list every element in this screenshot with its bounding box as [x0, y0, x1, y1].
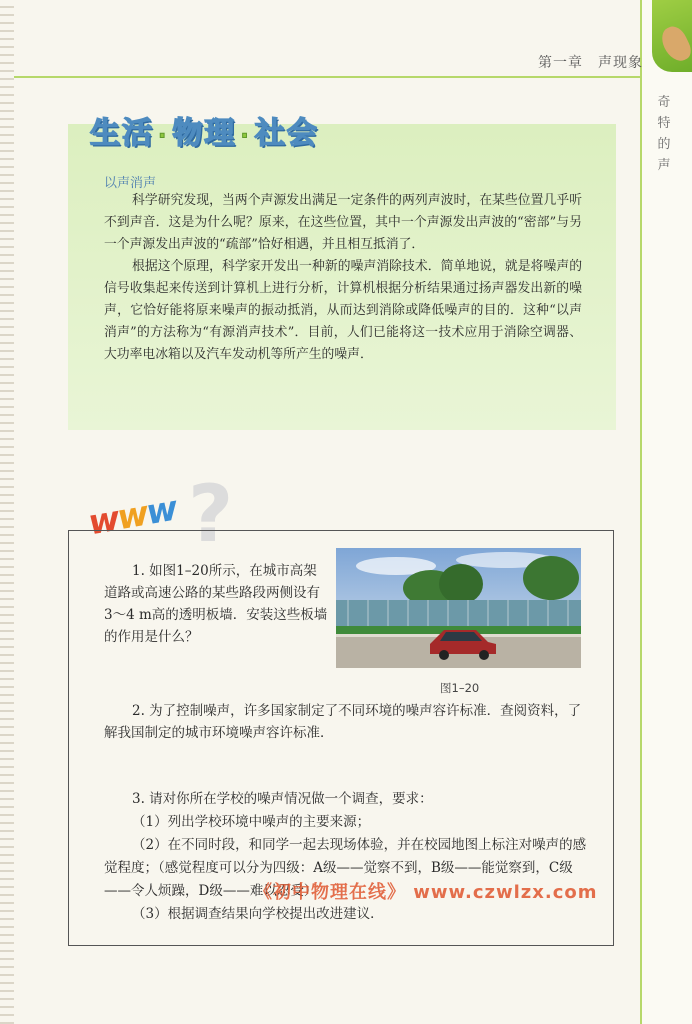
header-rule — [14, 76, 640, 78]
title-dot-icon: · — [240, 124, 251, 149]
www-letter: w — [114, 493, 151, 539]
title-part-physics: 物理 — [172, 116, 237, 151]
site-watermark: 《初中物理在线》 www.czwlzx.com — [254, 882, 598, 903]
highway-noise-barrier-image — [336, 548, 581, 668]
chapter-header: 第一章 声现象 — [538, 55, 643, 71]
question-3-item: （2）在不同时段，和同学一起去现场体验，并在校园地图上标注对噪声的感觉程度；（感觉程度可以分为四级：A级——觉察不到，B级——能觉察到，C级——令人烦躁，D级——难以忍受） — [104, 837, 587, 899]
question-1: 1. 如图1–20所示，在城市高架道路或高速公路的某些路段两侧设有3～4 m高的透明板墙．安装这些板墙的作用是什么？ — [104, 563, 328, 645]
title-part-society: 社会 — [254, 116, 319, 151]
figure-1-20-photo — [336, 548, 581, 668]
question-3 — [104, 788, 588, 926]
reading-heading: 以声消声 — [104, 176, 157, 191]
question-3-item: （1）列出学校环境中噪声的主要来源； — [132, 814, 371, 830]
question-mark-icon: ? — [188, 470, 234, 560]
title-dot-icon: · — [158, 124, 169, 149]
reading-paragraph: 根据这个原理，科学家开发出一种新的噪声消除技术．简单地说，就是将噪声的信号收集起来传送到计算机上进行分析，计算机根据分析结果通过扬声器发出新的噪声，它恰好能将原来噪声的振动抵消，从而达到消除或降低噪声的目的．这种“以声消声”的方法称为“有源消声技术”．目前，人们已能将这一技术应用于消除空调器、大功率电冰箱以及汽车发动机等所产生的噪声． — [104, 259, 582, 362]
www-letter: w — [143, 488, 180, 534]
www-letter: w — [85, 498, 122, 544]
reading-paragraph: 科学研究发现，当两个声源发出满足一定条件的两列声波时，在某些位置几乎听不到声音．这是为什么呢？原来，在这些位置，其中一个声源发出声波的“密部”与另一个声源发出声波的“疏部”恰好相遇，并且相互抵消了． — [104, 193, 582, 252]
question-2: 2. 为了控制噪声，许多国家制定了不同环境的噪声容许标准．查阅资料，了解我国制定的城市环境噪声容许标准． — [104, 703, 582, 741]
page-binding-edge — [0, 0, 14, 1024]
title-part-life: 生活 — [90, 116, 154, 151]
figure-caption: 图1–20 — [440, 681, 480, 695]
question-3-intro: 3. 请对你所在学校的噪声情况做一个调查，要求： — [132, 791, 433, 807]
section-title — [90, 108, 319, 152]
question-3-item: （3）根据调查结果向学校提出改进建议． — [132, 906, 384, 922]
side-section-label: 奇特的声 — [657, 95, 671, 173]
